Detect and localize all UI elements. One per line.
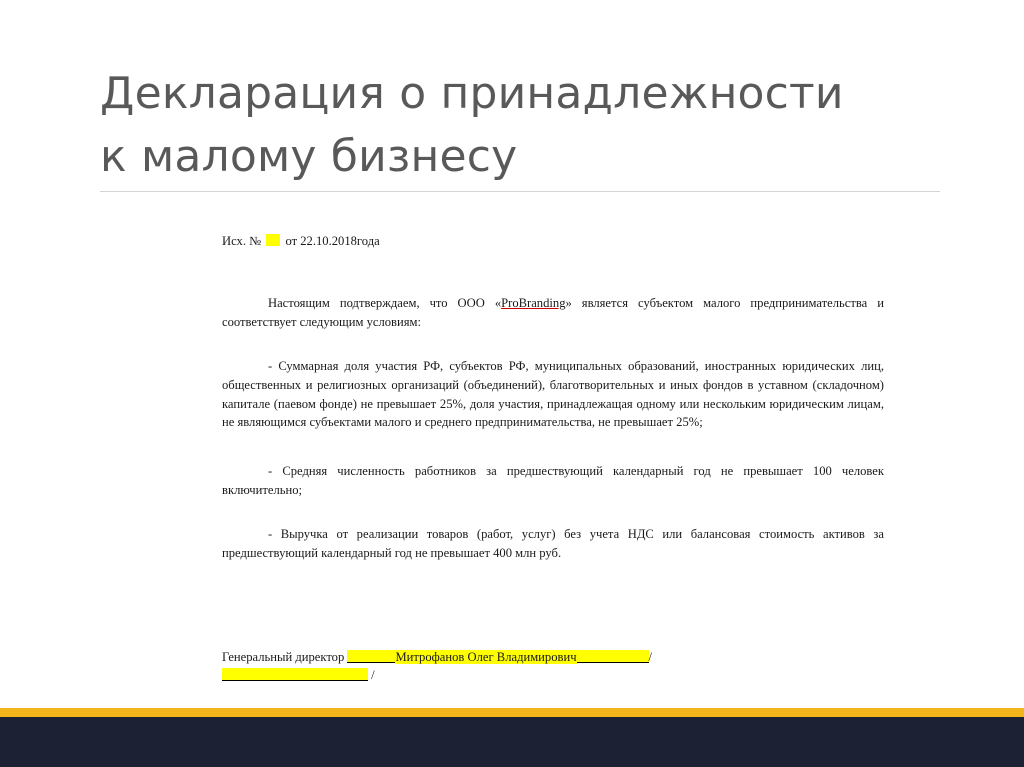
signature-blank-field — [222, 668, 368, 681]
signature-line-2 — [222, 668, 375, 683]
company-name: ProBranding — [501, 296, 566, 310]
footer-accent-bar — [0, 708, 1024, 717]
reference-date: от 22.10.2018года — [285, 234, 380, 248]
signature-separator-1: / — [648, 650, 653, 664]
outgoing-reference — [222, 234, 380, 249]
signature-line-1 — [222, 650, 652, 665]
condition-revenue — [222, 525, 884, 563]
condition-employees — [222, 462, 884, 500]
slide-title-line-1: Декларация о принадлежности — [100, 68, 844, 119]
reference-prefix: Исх. № — [222, 234, 262, 248]
intro-text-end: » является субъектом малого предпринимательства и соответствует следующим условиям: — [222, 296, 884, 329]
condition-employees-text: - Средняя численность работников за предшествующий календарный год не превышает 100 человек включительно; — [222, 464, 884, 497]
signer-name: Митрофанов Олег Владимирович — [395, 650, 577, 664]
condition-ownership — [222, 357, 884, 432]
slide-title-line-2: к малому бизнесу — [100, 131, 518, 182]
signer-position: Генеральный директор — [222, 650, 345, 664]
condition-ownership-text: - Суммарная доля участия РФ, субъектов РФ, муниципальных образований, иностранных юридических лиц, общественных и религиозных организаций (объединений), благотворительных и иных фондов в уставном (складочном) капитале (паевом фонде) не превышает 25%, доля участия, принадлежащая одному или нескольким юридическим лицам, не являющимся субъектами малого и среднего предпринимательства, не превышает 25%; — [222, 359, 884, 430]
footer-bar — [0, 717, 1024, 767]
intro-text-start: Настоящим подтверждаем, что ООО « — [268, 296, 502, 310]
signature-blank-left — [347, 650, 395, 663]
condition-revenue-text: - Выручка от реализации товаров (работ, услуг) без учета НДС или балансовая стоимость активов за предшествующий календарный год не превышает 400 млн руб. — [222, 527, 884, 560]
signature-separator-2: / — [371, 668, 375, 682]
intro-paragraph — [222, 294, 884, 332]
title-divider — [100, 191, 940, 192]
reference-number-highlight — [266, 234, 280, 246]
signature-blank-right — [577, 650, 649, 663]
slide-title — [100, 62, 960, 188]
